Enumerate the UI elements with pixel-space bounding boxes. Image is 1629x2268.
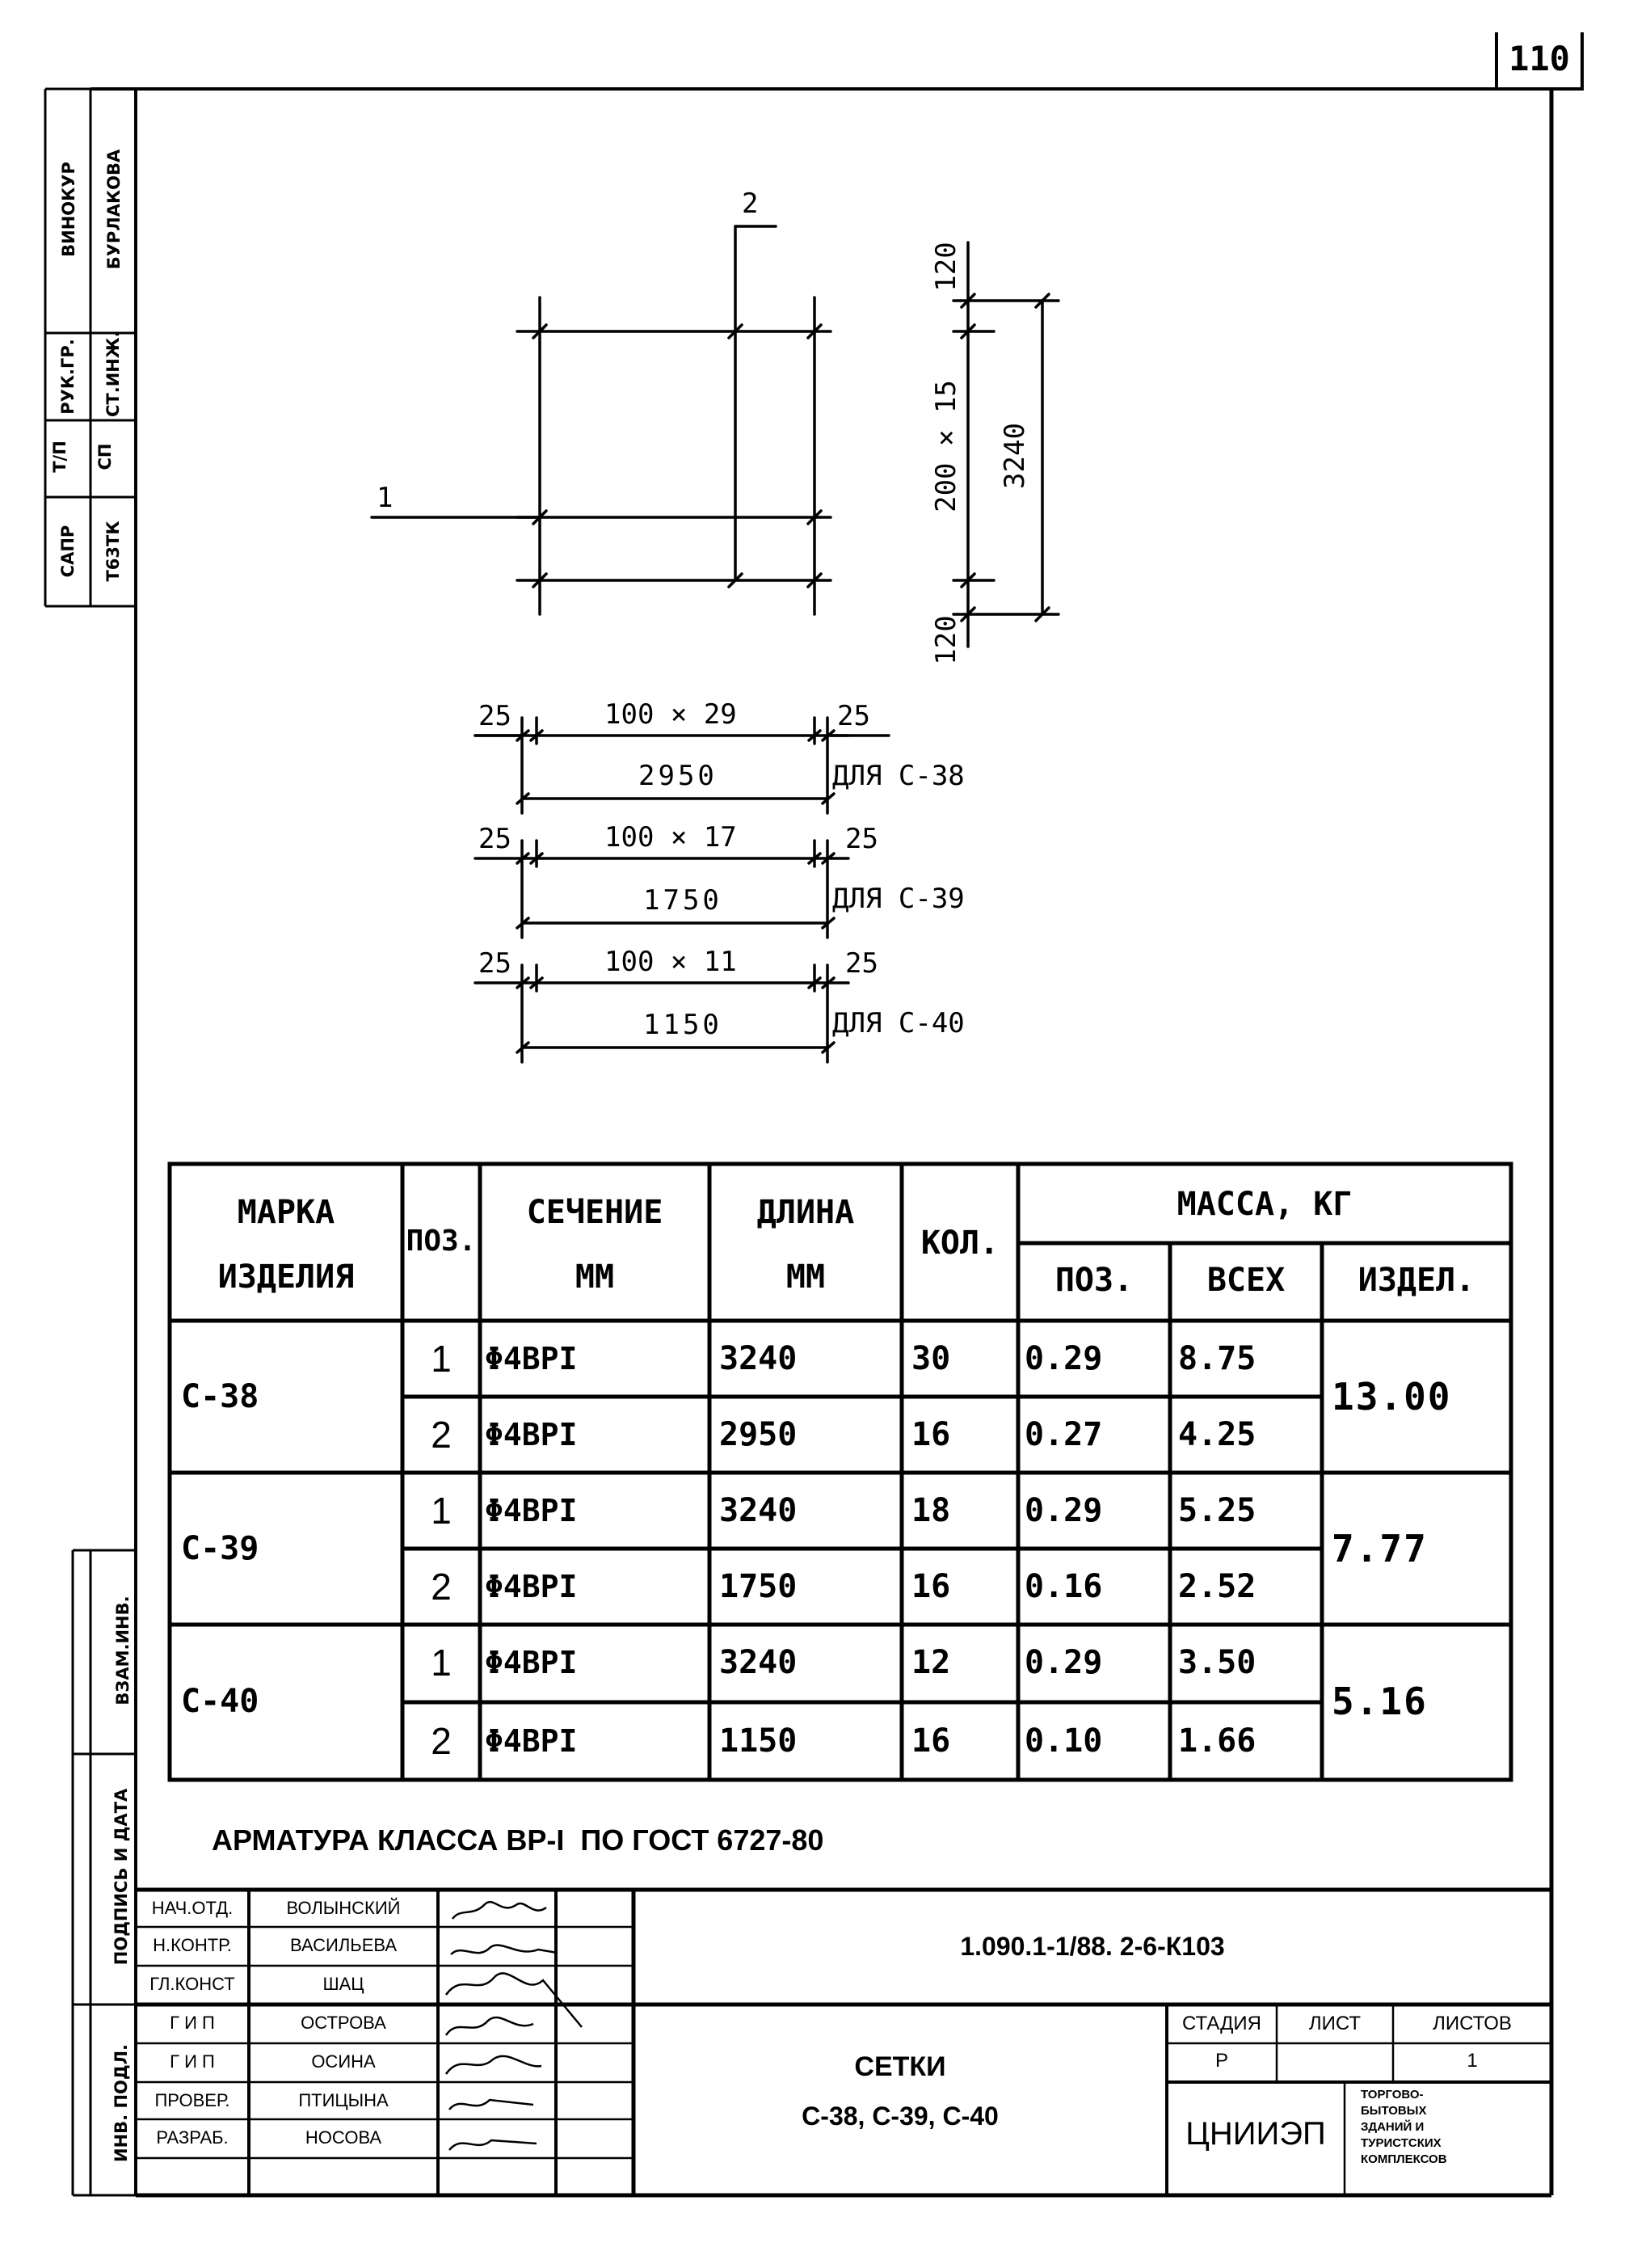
role-label: ПРОВЕР. xyxy=(154,2090,230,2110)
cell-mpoz: 0.10 xyxy=(1025,1722,1103,1760)
cell-poz: 2 xyxy=(431,1720,452,1762)
organization-description xyxy=(1361,2087,1547,2168)
cell-mpoz: 0.27 xyxy=(1025,1416,1103,1453)
role-name: ВОЛЫНСКИЙ xyxy=(286,1898,401,1918)
mark-cell: С-38 xyxy=(181,1378,259,1415)
role-name: ПТИЦЫНА xyxy=(298,2090,389,2110)
stamp-sp: СП xyxy=(95,443,115,470)
margin-vzam-inv: ВЗАМ.ИНВ. xyxy=(113,1596,133,1705)
cell-mpoz: 0.29 xyxy=(1025,1340,1103,1377)
mark-cell: С-40 xyxy=(181,1683,259,1720)
role-name: ОСТРОВА xyxy=(301,2013,386,2033)
cell-mall: 4.25 xyxy=(1178,1416,1256,1453)
cell-kol: 16 xyxy=(911,1722,951,1760)
cell-mall: 2.52 xyxy=(1178,1568,1256,1605)
cell-sech: Φ4ВРI xyxy=(485,1417,578,1452)
document-code: 1.090.1-1/88. 2-6-К103 xyxy=(960,1932,1225,1961)
cell-sech: Φ4ВРI xyxy=(485,1723,578,1759)
stamp-sapr: САПР xyxy=(58,525,78,578)
organization-name: ЦНИИЭП xyxy=(1185,2116,1326,2152)
total-mass-cell: 5.16 xyxy=(1332,1680,1428,1723)
cell-kol: 12 xyxy=(911,1644,951,1681)
hdr-dlina: ДЛИНА xyxy=(756,1194,855,1231)
dim-120-bottom: 120 xyxy=(930,615,962,665)
listov-value: 1 xyxy=(1467,2050,1478,2072)
dim-right: 25 xyxy=(845,823,878,855)
role-label: Н.КОНТР. xyxy=(153,1935,232,1955)
cell-len: 2950 xyxy=(719,1416,798,1453)
cell-mpoz: 0.29 xyxy=(1025,1492,1103,1529)
dim-note: ДЛЯ С-40 xyxy=(832,1007,965,1039)
role-label: РАЗРАБ. xyxy=(156,2127,229,2148)
hdr-massa-poz: ПОЗ. xyxy=(1054,1262,1134,1299)
cell-sech: Φ4ВРI xyxy=(485,1493,578,1528)
dim-3240: 3240 xyxy=(999,423,1031,489)
dim-total: 1150 xyxy=(643,1009,722,1041)
dim-mid: 100 × 11 xyxy=(604,946,737,978)
margin-podpis-data: ПОДПИСЬ И ДАТА xyxy=(112,1788,131,1966)
hdr-dlina-mm: ММ xyxy=(785,1258,826,1296)
dim-note: ДЛЯ С-38 xyxy=(832,760,965,792)
pos2-label: 2 xyxy=(742,188,759,220)
mark-cell: С-39 xyxy=(181,1530,259,1567)
stadiya-value: Р xyxy=(1214,2050,1228,2072)
hdr-sechenie: СЕЧЕНИЕ xyxy=(526,1194,663,1231)
margin-inv-podl: ИНВ. ПОДЛ. xyxy=(112,2044,131,2162)
dim-left: 25 xyxy=(478,700,511,732)
dim-total: 2950 xyxy=(638,760,718,792)
cell-kol: 18 xyxy=(911,1492,951,1529)
hdr-izdeliya: ИЗДЕЛИЯ xyxy=(217,1258,355,1296)
role-label: НАЧ.ОТД. xyxy=(151,1898,234,1918)
dim-right: 25 xyxy=(837,700,870,732)
reinforcement-note: АРМАТУРА КЛАССА ВР-I ПО ГОСТ 6727-80 xyxy=(212,1823,824,1857)
cell-poz: 1 xyxy=(431,1642,452,1684)
stamp-burlakova: БУРЛАКОВА xyxy=(104,149,124,270)
org-desc-line: ЗДАНИЙ И xyxy=(1361,2120,1425,2134)
cell-kol: 30 xyxy=(911,1340,951,1377)
total-mass-cell: 7.77 xyxy=(1332,1527,1428,1570)
cell-len: 3240 xyxy=(719,1644,798,1681)
dim-total: 1750 xyxy=(643,884,722,917)
cell-mall: 1.66 xyxy=(1178,1722,1256,1760)
cell-sech: Φ4ВРI xyxy=(485,1645,578,1680)
hdr-sechenie-mm: ММ xyxy=(575,1258,615,1296)
dim-120-top: 120 xyxy=(930,242,962,292)
cell-mall: 3.50 xyxy=(1178,1644,1256,1681)
cell-poz: 1 xyxy=(431,1490,452,1532)
cell-mall: 5.25 xyxy=(1178,1492,1256,1529)
dim-200x15: 200 × 15 xyxy=(930,380,962,512)
hdr-poz: ПОЗ. xyxy=(406,1225,477,1258)
stamp-t63tk: Т63ТК xyxy=(103,521,123,582)
dim-left: 25 xyxy=(478,947,511,980)
total-mass-cell: 13.00 xyxy=(1332,1375,1452,1419)
cell-len: 3240 xyxy=(719,1492,798,1529)
role-name: ШАЦ xyxy=(322,1974,364,1994)
cell-len: 1750 xyxy=(719,1568,798,1605)
cell-poz: 2 xyxy=(431,1414,452,1456)
org-desc-line: КОМПЛЕКСОВ xyxy=(1361,2152,1447,2166)
cell-mpoz: 0.29 xyxy=(1025,1644,1103,1681)
stamp-tp: Т/П xyxy=(50,441,69,473)
signatures xyxy=(446,1902,582,2150)
cell-sech: Φ4ВРI xyxy=(485,1569,578,1604)
cell-len: 3240 xyxy=(719,1340,798,1377)
sheet-title: СЕТКИ xyxy=(854,2051,946,2082)
hdr-massa-izdel: ИЗДЕЛ. xyxy=(1358,1262,1475,1299)
role-name: НОСОВА xyxy=(305,2127,382,2148)
hdr-massa: МАССА, КГ xyxy=(1176,1186,1353,1223)
dim-mid: 100 × 29 xyxy=(604,698,737,731)
cell-mpoz: 0.16 xyxy=(1025,1568,1103,1605)
sheet-number: 110 xyxy=(1509,39,1570,78)
role-label: ГЛ.КОНСТ xyxy=(149,1974,235,1994)
dim-left: 25 xyxy=(478,823,511,855)
role-name: ВАСИЛЬЕВА xyxy=(290,1935,397,1955)
stamp-rukgr: РУК.ГР. xyxy=(58,339,78,415)
dim-note: ДЛЯ С-39 xyxy=(832,883,965,915)
org-desc-line: ТУРИСТСКИХ xyxy=(1361,2136,1442,2150)
cell-poz: 1 xyxy=(431,1338,452,1380)
pos1-label: 1 xyxy=(377,482,394,514)
sheet-subtitle: С-38, С-39, С-40 xyxy=(802,2101,999,2131)
stamp-vinokur: ВИНОКУР xyxy=(59,162,78,257)
org-desc-line: ТОРГОВО- xyxy=(1361,2088,1424,2101)
hdr-kol: КОЛ. xyxy=(920,1225,1000,1262)
cell-kol: 16 xyxy=(911,1416,951,1453)
cell-mall: 8.75 xyxy=(1178,1340,1256,1377)
list-label: ЛИСТ xyxy=(1308,2013,1362,2034)
cell-poz: 2 xyxy=(431,1566,452,1608)
role-label: Г И П xyxy=(170,2013,215,2033)
role-label: Г И П xyxy=(170,2051,215,2072)
dim-mid: 100 × 17 xyxy=(604,821,737,854)
org-desc-line: БЫТОВЫХ xyxy=(1361,2104,1427,2118)
role-name: ОСИНА xyxy=(311,2051,376,2072)
hdr-massa-vseh: ВСЕХ xyxy=(1206,1262,1286,1299)
dim-right: 25 xyxy=(845,947,878,980)
listov-label: ЛИСТОВ xyxy=(1433,2013,1512,2034)
stadiya-label: СТАДИЯ xyxy=(1181,2013,1262,2034)
cell-len: 1150 xyxy=(719,1722,798,1760)
hdr-marka: МАРКА xyxy=(237,1194,335,1231)
cell-kol: 16 xyxy=(911,1568,951,1605)
stamp-stinzh: СТ.ИНЖ. xyxy=(103,331,123,417)
cell-sech: Φ4ВРI xyxy=(485,1341,578,1376)
